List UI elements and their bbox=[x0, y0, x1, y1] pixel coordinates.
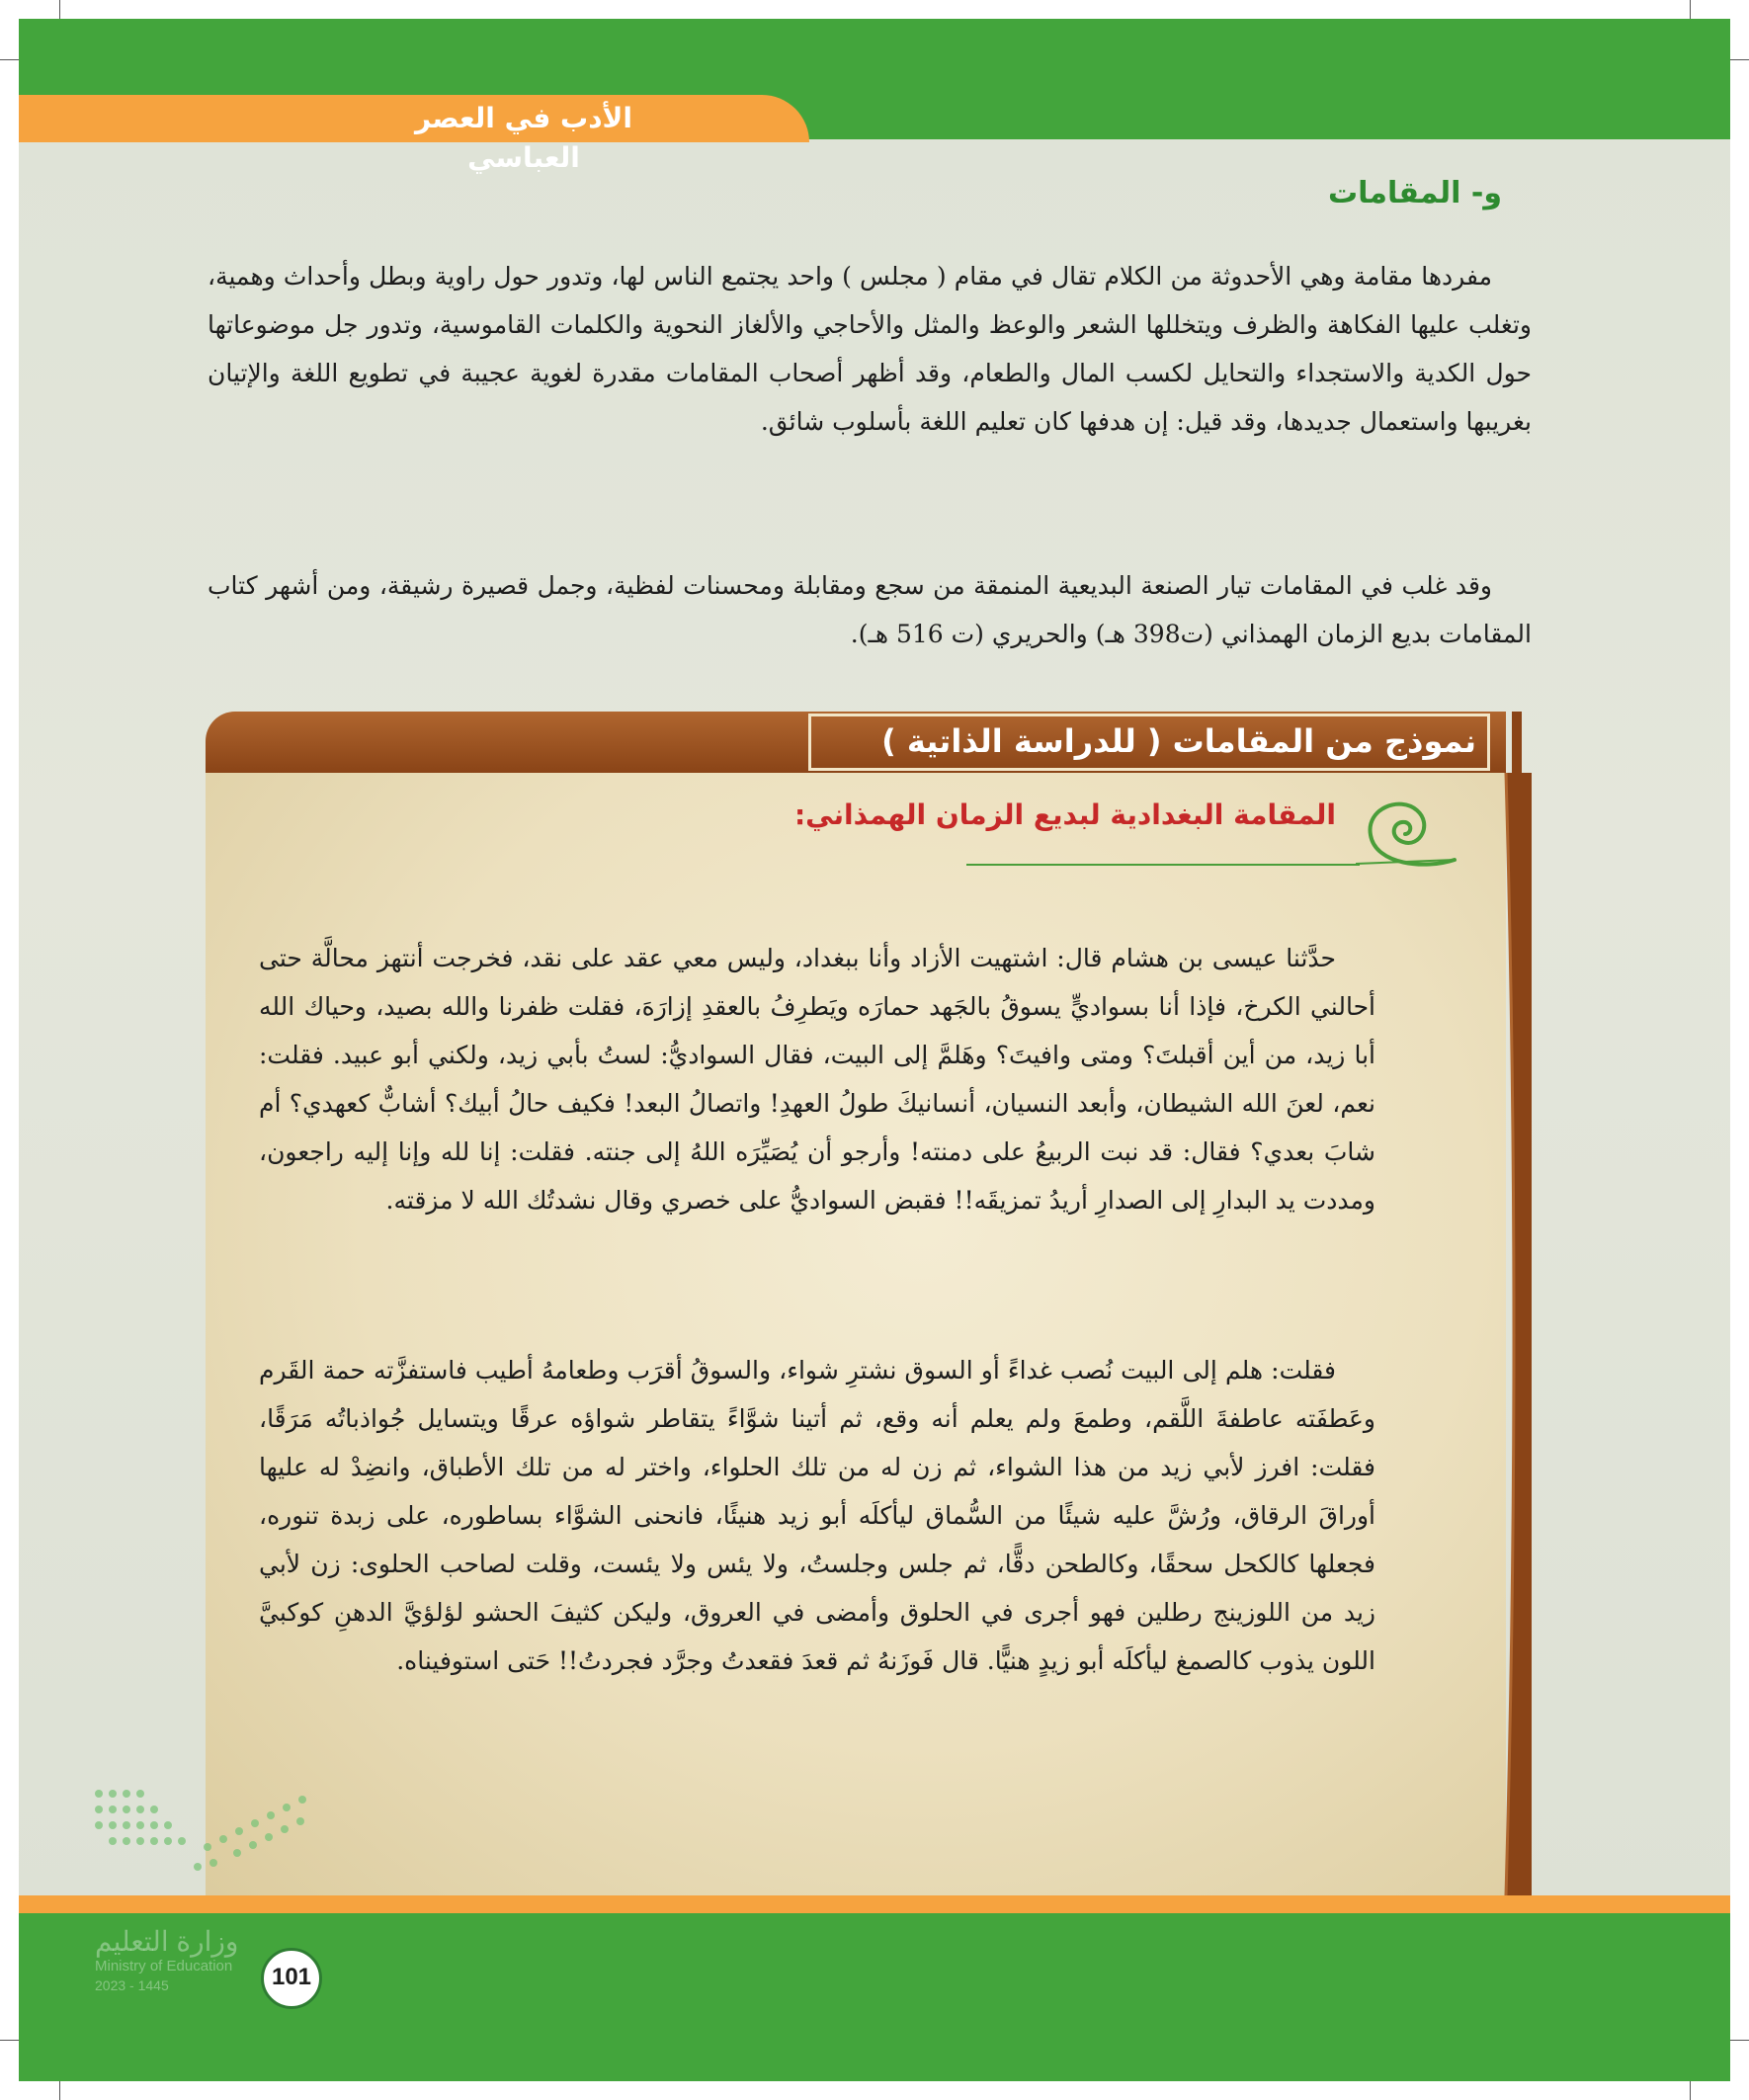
chapter-title: الأدب في العصر العباسي bbox=[414, 102, 633, 174]
footer-orange-band bbox=[19, 1895, 1730, 1913]
section-heading: و- المقامات bbox=[1327, 176, 1502, 210]
panel-edge bbox=[1492, 773, 1532, 1895]
intro-paragraph-1: مفردها مقامة وهي الأحدوثة من الكلام تقال في مقام ( مجلس ) واحد يجتمع الناس لها، وتدور حول راوية وبطل وأحداث وهمية، وتغلب عليها الفكاهة والظرف ويتخللها الشعر والوعظ والمثل والأحاجي والألغاز النحوية والكلمات القاموسية، وتدور جل موضوعاتها حول الكدية والاستجداء والتحايل لكسب المال والطعام، وقد أظهر أصحاب المقامات مقدرة لغوية عجيبة في تطويع اللغة والإتيان بغريبها واستعمال جديدها، وقد قيل: إن هدفها كان تعليم اللغة بأسلوب شائق. bbox=[208, 262, 1532, 436]
intro-paragraph-2: وقد غلب في المقامات تيار الصنعة البديعية المنمقة من سجع ومقابلة ومحسنات لفظية، وجمل قصيرة رشيقة، ومن أشهر كتاب المقامات بديع الزمان الهمذاني (ت398 هـ) والحريري (ت 516 هـ). bbox=[208, 571, 1532, 648]
story-paragraph-1: حدَّثنا عيسى بن هشام قال: اشتهيت الأزاد وأنا ببغداد، وليس معي عقد على نقد، فخرجت أنتهز محالَّة حتى أحالني الكرخ، فإذا أنا بسواديٍّ يسوقُ بالجَهد حمارَه ويَطرِفُ بالعقدِ إزارَهَ، فقلت ظفرنا والله بصيد، وحياك الله أبا زيد، من أين أقبلتَ؟ ومتى وافيتَ؟ وهَلمَّ إلى البيت، فقال السواديُّ: لستُ بأبي زيد، ولكني أبو عبيد. فقلت: نعم، لعنَ الله الشيطان، وأبعد النسيان، أنسانيكَ طولُ العهدِ! واتصالُ البعد! فكيف حالُ أبيك؟ أشابٌّ كعهدي؟ أم شابَ بعدي؟ فقال: قد نبت الربيعُ على دمنته! وأرجو أن يُصَيِّرَه اللهُ إلى جنته. فقلت: إنا لله وإنا إليه راجعون، ومددت يد البدارِ إلى الصدارِ أريدُ تمزيقَه!! فقبض السواديُّ على خصري وقال نشدتُك الله لا مزقته. bbox=[259, 944, 1375, 1215]
page-number: 101 bbox=[271, 1964, 312, 1990]
ministry-dots-logo-icon bbox=[89, 1774, 326, 1892]
swirl-ornament-icon bbox=[1356, 791, 1464, 872]
model-title: نموذج من المقامات ( للدراسة الذاتية ) bbox=[881, 722, 1476, 760]
logo-arabic: وزارة التعليم bbox=[95, 1926, 239, 1957]
logo-year: 2023 - 1445 bbox=[95, 1977, 169, 1993]
maqama-subheading: المقامة البغدادية لبديع الزمان الهمذاني: bbox=[793, 798, 1336, 831]
story-paragraph-2: فقلت: هلم إلى البيت نُصب غداءً أو السوق نشترِ شواء، والسوقُ أقرَب وطعامهُ أطيب فاستفزَّته حمة القَرم وعَطفَته عاطفةَ اللَّقم، وطمعَ ولم يعلم أنه وقع، ثم أتينا شوَّاءً يتقاطر شواؤه عرقًا ويتسايل جُواذباتُه مَرَقًا، فقلت: افرز لأبي زيد من هذا الشواء، ثم زن له من تلك الحلواء، واختر له من تلك الأطباق، وانضِدْ له عليها أوراقَ الرقاق، ورُشَّ عليه شيئًا من السُّماق ليأكلَه أبو زيد هنيئًا، فانحنى الشوَّاء بساطوره، على زبدة تنوره، فجعلها كالكحل سحقًا، وكالطحن دقًّا، ثم جلس وجلستُ، ولا يئس ولا يئست، وقلت لصاحب الحلوى: زن لأبي زيد من اللوزينج رطلين فهو أجرى في الحلوق وأمضى في العروق، وليكن كثيفَ الحشو لؤلؤيَّ الدهنِ كوكبيَّ اللون يذوب كالصمغ ليأكلَه أبو زيدٍ هنيًّا. قال فَوزَنهُ ثم قعدَ فقعدتُ وجرَّد فجردتُ!! حَتى استوفيناه. bbox=[259, 1356, 1375, 1675]
logo-english: Ministry of Education bbox=[95, 1958, 233, 1974]
subheading-underline bbox=[966, 864, 1360, 866]
